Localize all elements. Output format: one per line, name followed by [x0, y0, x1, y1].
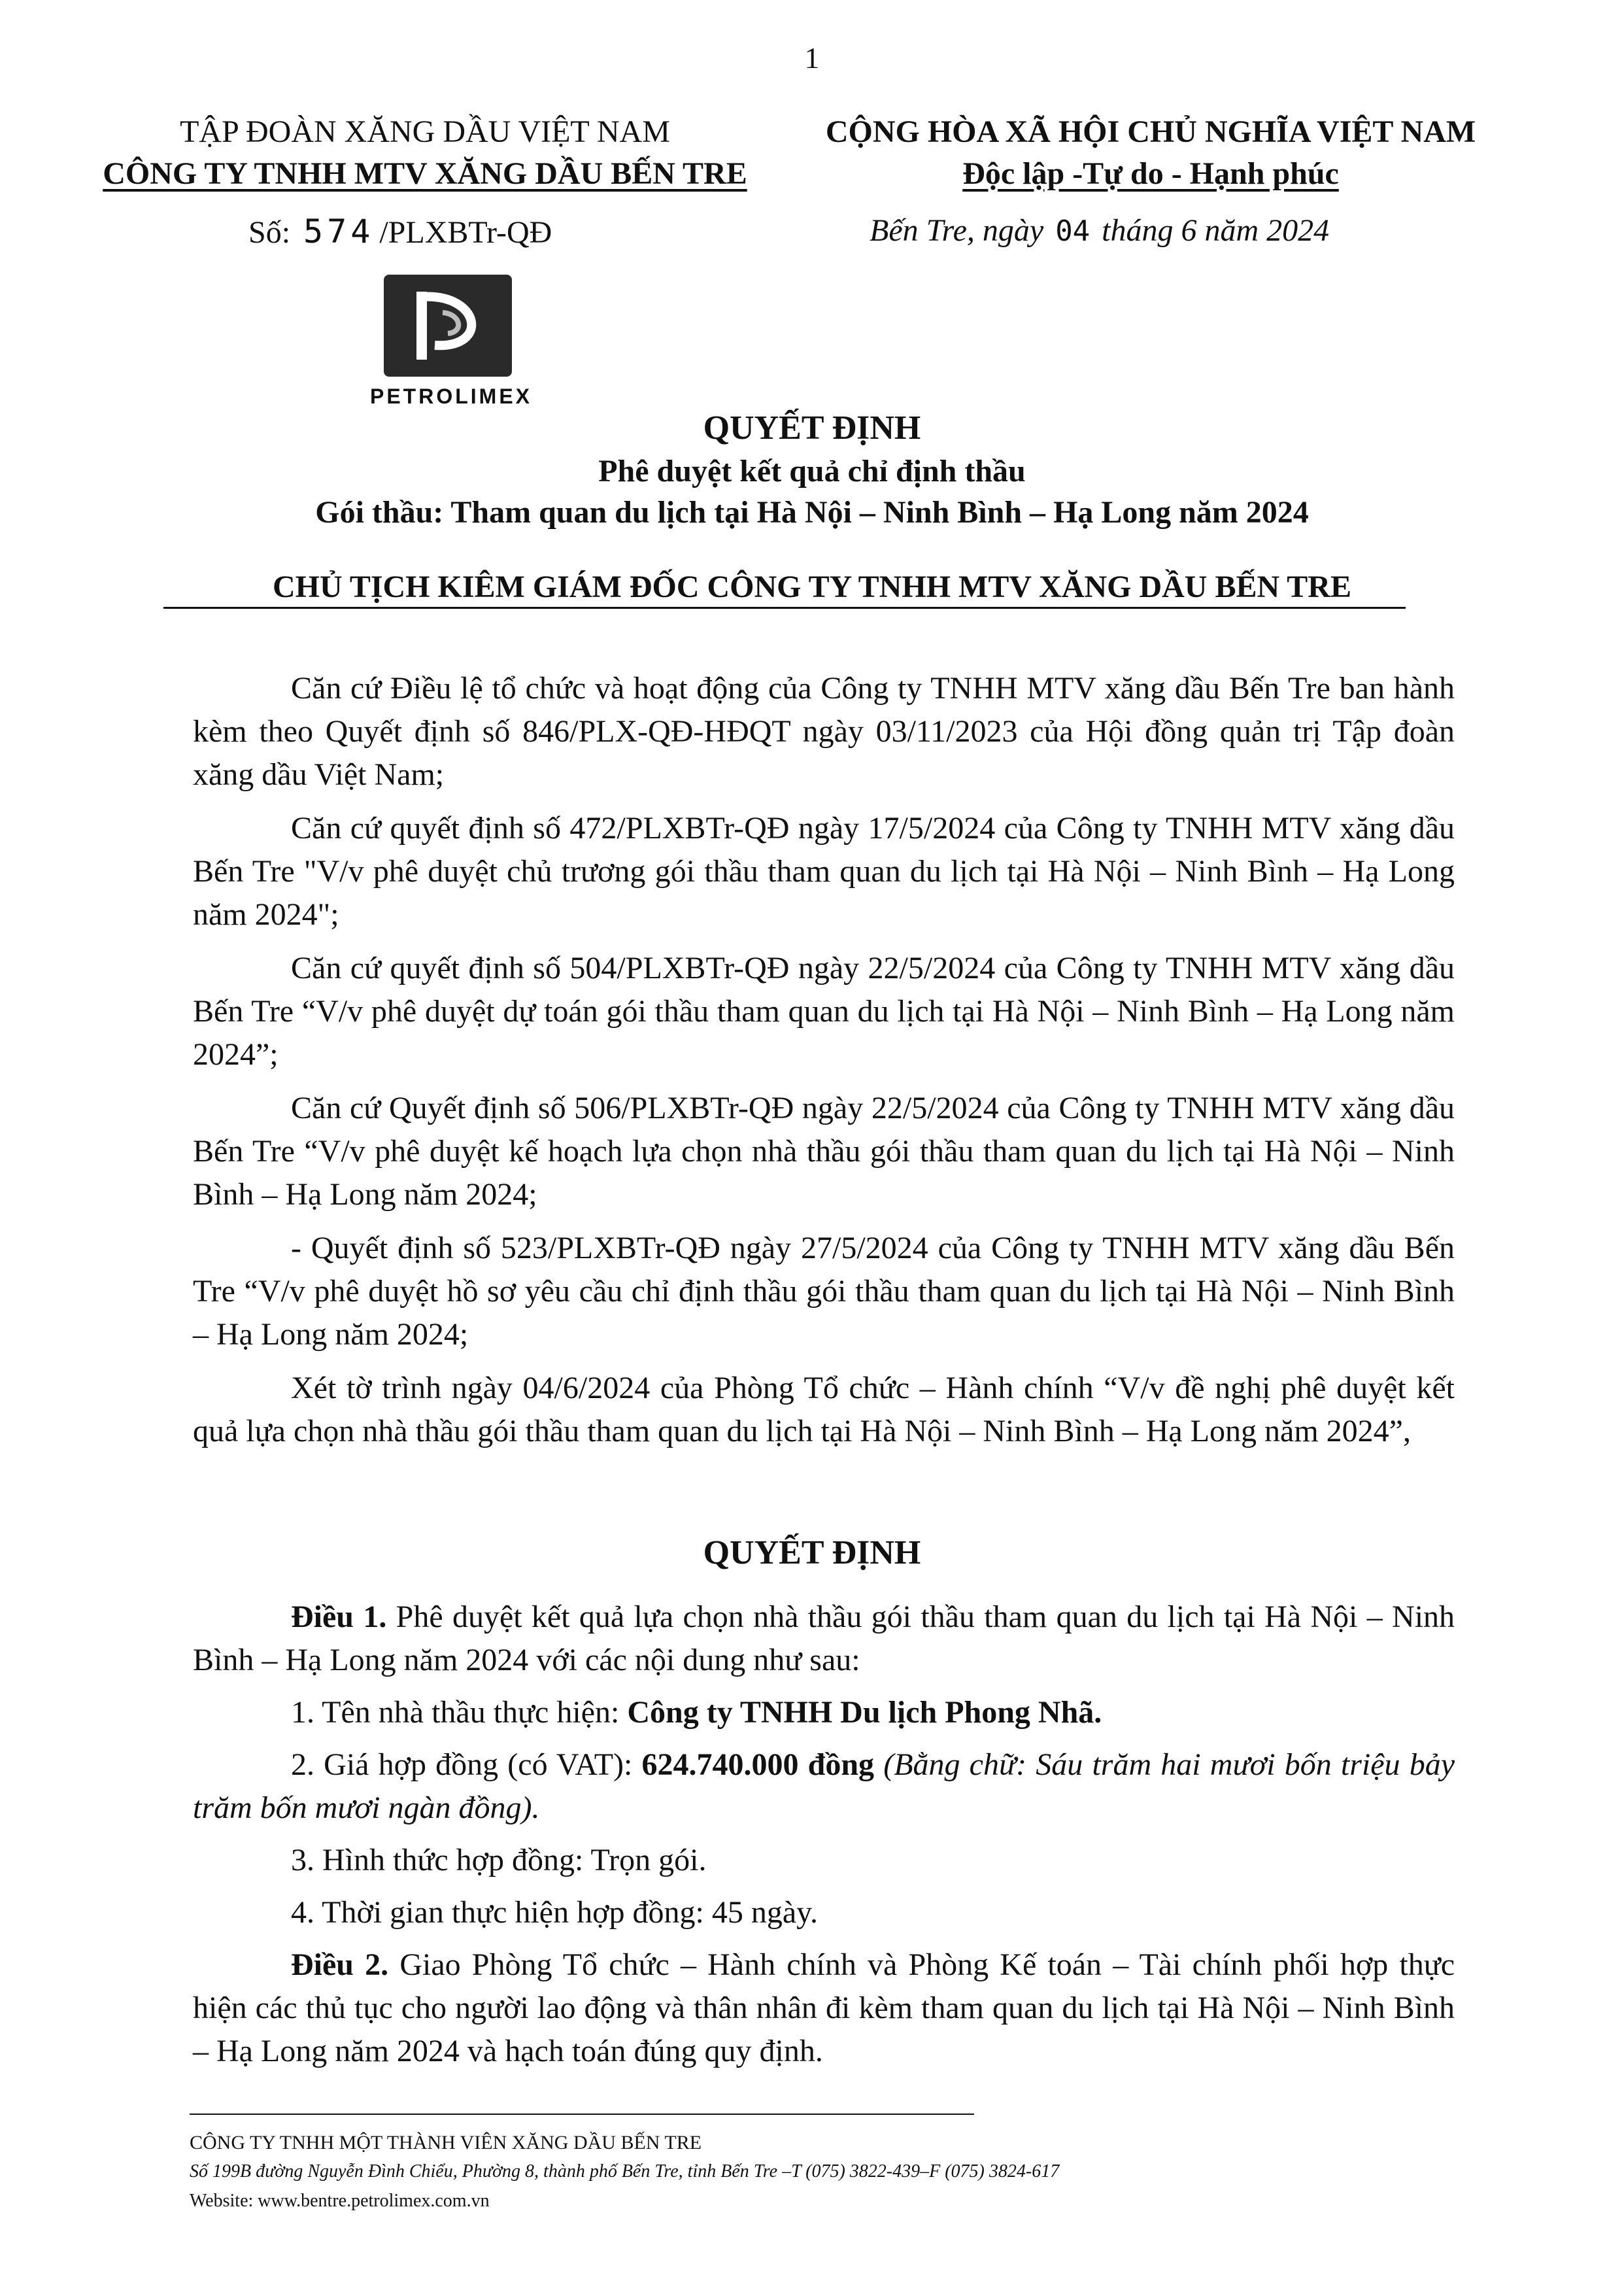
- basis-paragraph: Căn cứ Điều lệ tổ chức và hoạt động của Công ty TNHH MTV xăng dầu Bến Tre ban hành kèm theo Quyết định số 846/PLX-QĐ-HĐQT ngày 03/11/2023 của Hội đồng quản trị Tập đoàn xăng dầu Việt Nam;: [193, 671, 1455, 792]
- document-number: [248, 213, 552, 250]
- document-number-value: 574: [303, 213, 375, 250]
- contractor-name: Công ty TNHH Du lịch Phong Nhã.: [627, 1695, 1102, 1730]
- document-subject: Phê duyệt kết quả chỉ định thầu: [598, 454, 1026, 488]
- document-type-heading: QUYẾT ĐỊNH: [703, 409, 921, 447]
- nation-name: CỘNG HÒA XÃ HỘI CHỦ NGHĨA VIỆT NAM: [825, 114, 1476, 149]
- parent-org: TẬP ĐOÀN XĂNG DẦU VIỆT NAM: [180, 114, 670, 149]
- basis-paragraph: Xét tờ trình ngày 04/6/2024 của Phòng Tổ chức – Hành chính “V/v đề nghị phê duyệt kết quả lựa chọn nhà thầu gói thầu tham quan du lịch tại Hà Nội – Ninh Bình – Hạ Long năm 2024”,: [193, 1371, 1455, 1448]
- contract-type: 3. Hình thức hợp đồng: Trọn gói.: [291, 1843, 707, 1877]
- basis-paragraph: - Quyết định số 523/PLXBTr-QĐ ngày 27/5/2024 của Công ty TNHH MTV xăng dầu Bến Tre “V/v phê duyệt hồ sơ yêu cầu chỉ định thầu gói thầu tham quan du lịch tại Hà Nội – Ninh Bình – Hạ Long năm 2024;: [193, 1231, 1455, 1352]
- decision-heading: QUYẾT ĐỊNH: [703, 1534, 921, 1571]
- issuer-block: [98, 111, 752, 195]
- legal-basis: [193, 667, 1455, 1464]
- footer-address: Số 199B đường Nguyễn Đình Chiểu, Phường 8, thành phố Bến Tre, tỉnh Bến Tre –T (075) 3822-439–F (075) 3824-617: [190, 2161, 1060, 2182]
- contract-duration: 4. Thời gian thực hiện hợp đồng: 45 ngày.: [291, 1895, 819, 1930]
- package-name: Gói thầu: Tham quan du lịch tại Hà Nội – Ninh Bình – Hạ Long năm 2024: [315, 495, 1309, 530]
- document-number-prefix: Số:: [248, 215, 291, 250]
- issuing-authority: CHỦ TỊCH KIÊM GIÁM ĐỐC CÔNG TY TNHH MTV XĂNG DẦU BẾN TRE: [273, 570, 1351, 604]
- issuing-company: CÔNG TY TNHH MTV XĂNG DẦU BẾN TRE: [103, 156, 747, 191]
- issue-date-prefix: Bến Tre, ngày: [870, 213, 1044, 248]
- issue-date-day: 04: [1055, 214, 1091, 248]
- article-2-label: Điều 2.: [291, 1947, 389, 1982]
- article-1: [193, 1596, 1455, 2073]
- issue-date-suffix: tháng 6 năm 2024: [1102, 213, 1330, 248]
- footer-divider: [190, 2114, 974, 2115]
- article-1-text: Phê duyệt kết quả lựa chọn nhà thầu gói thầu tham quan du lịch tại Hà Nội – Ninh Bình – Hạ Long năm 2024 với các nội dung như sau:: [193, 1600, 1455, 1677]
- footer-company: CÔNG TY TNHH MỘT THÀNH VIÊN XĂNG DẦU BẾN TRE: [190, 2132, 702, 2153]
- document-number-suffix: /PLXBTr-QĐ: [379, 215, 552, 250]
- basis-paragraph: Căn cứ Quyết định số 506/PLXBTr-QĐ ngày 22/5/2024 của Công ty TNHH MTV xăng dầu Bến Tre “V/v phê duyệt kế hoạch lựa chọn nhà thầu gói thầu tham quan du lịch tại Hà Nội – Ninh Bình – Hạ Long năm 2024;: [193, 1091, 1455, 1212]
- page-number: 1: [804, 41, 820, 75]
- petrolimex-logo-icon: [382, 273, 513, 378]
- contract-price-value: 624.740.000 đồng: [641, 1747, 875, 1782]
- issue-date: [870, 213, 1329, 248]
- contractor-label: 1. Tên nhà thầu thực hiện:: [291, 1695, 620, 1730]
- logo-wordmark: PETROLIMEX: [369, 385, 532, 408]
- contract-price-label: 2. Giá hợp đồng (có VAT):: [291, 1747, 633, 1782]
- basis-paragraph: Căn cứ quyết định số 472/PLXBTr-QĐ ngày 17/5/2024 của Công ty TNHH MTV xăng dầu Bến Tre "V/v phê duyệt chủ trương gói thầu tham quan du lịch tại Hà Nội – Ninh Bình – Hạ Long năm 2024";: [193, 811, 1455, 932]
- national-motto: Độc lập -Tự do - Hạnh phúc: [962, 156, 1339, 191]
- authority-underline: [163, 607, 1406, 609]
- footer-website: Website: www.bentre.petrolimex.com.vn: [190, 2191, 490, 2211]
- national-motto-block: [778, 111, 1523, 195]
- article-1-label: Điều 1.: [291, 1600, 387, 1634]
- basis-paragraph: Căn cứ quyết định số 504/PLXBTr-QĐ ngày 22/5/2024 của Công ty TNHH MTV xăng dầu Bến Tre “V/v phê duyệt dự toán gói thầu tham quan du lịch tại Hà Nội – Ninh Bình – Hạ Long năm 2024”;: [193, 951, 1455, 1072]
- contract-price-words: (Bằng chữ: Sáu trăm hai mươi bốn triệu bảy trăm bốn mươi ngàn đồng).: [193, 1747, 1455, 1825]
- article-2-text: Giao Phòng Tổ chức – Hành chính và Phòng Kế toán – Tài chính phối hợp thực hiện các thủ tục cho người lao động và thân nhân đi kèm tham quan du lịch tại Hà Nội – Ninh Bình – Hạ Long năm 2024 và hạch toán đúng quy định.: [193, 1947, 1455, 2068]
